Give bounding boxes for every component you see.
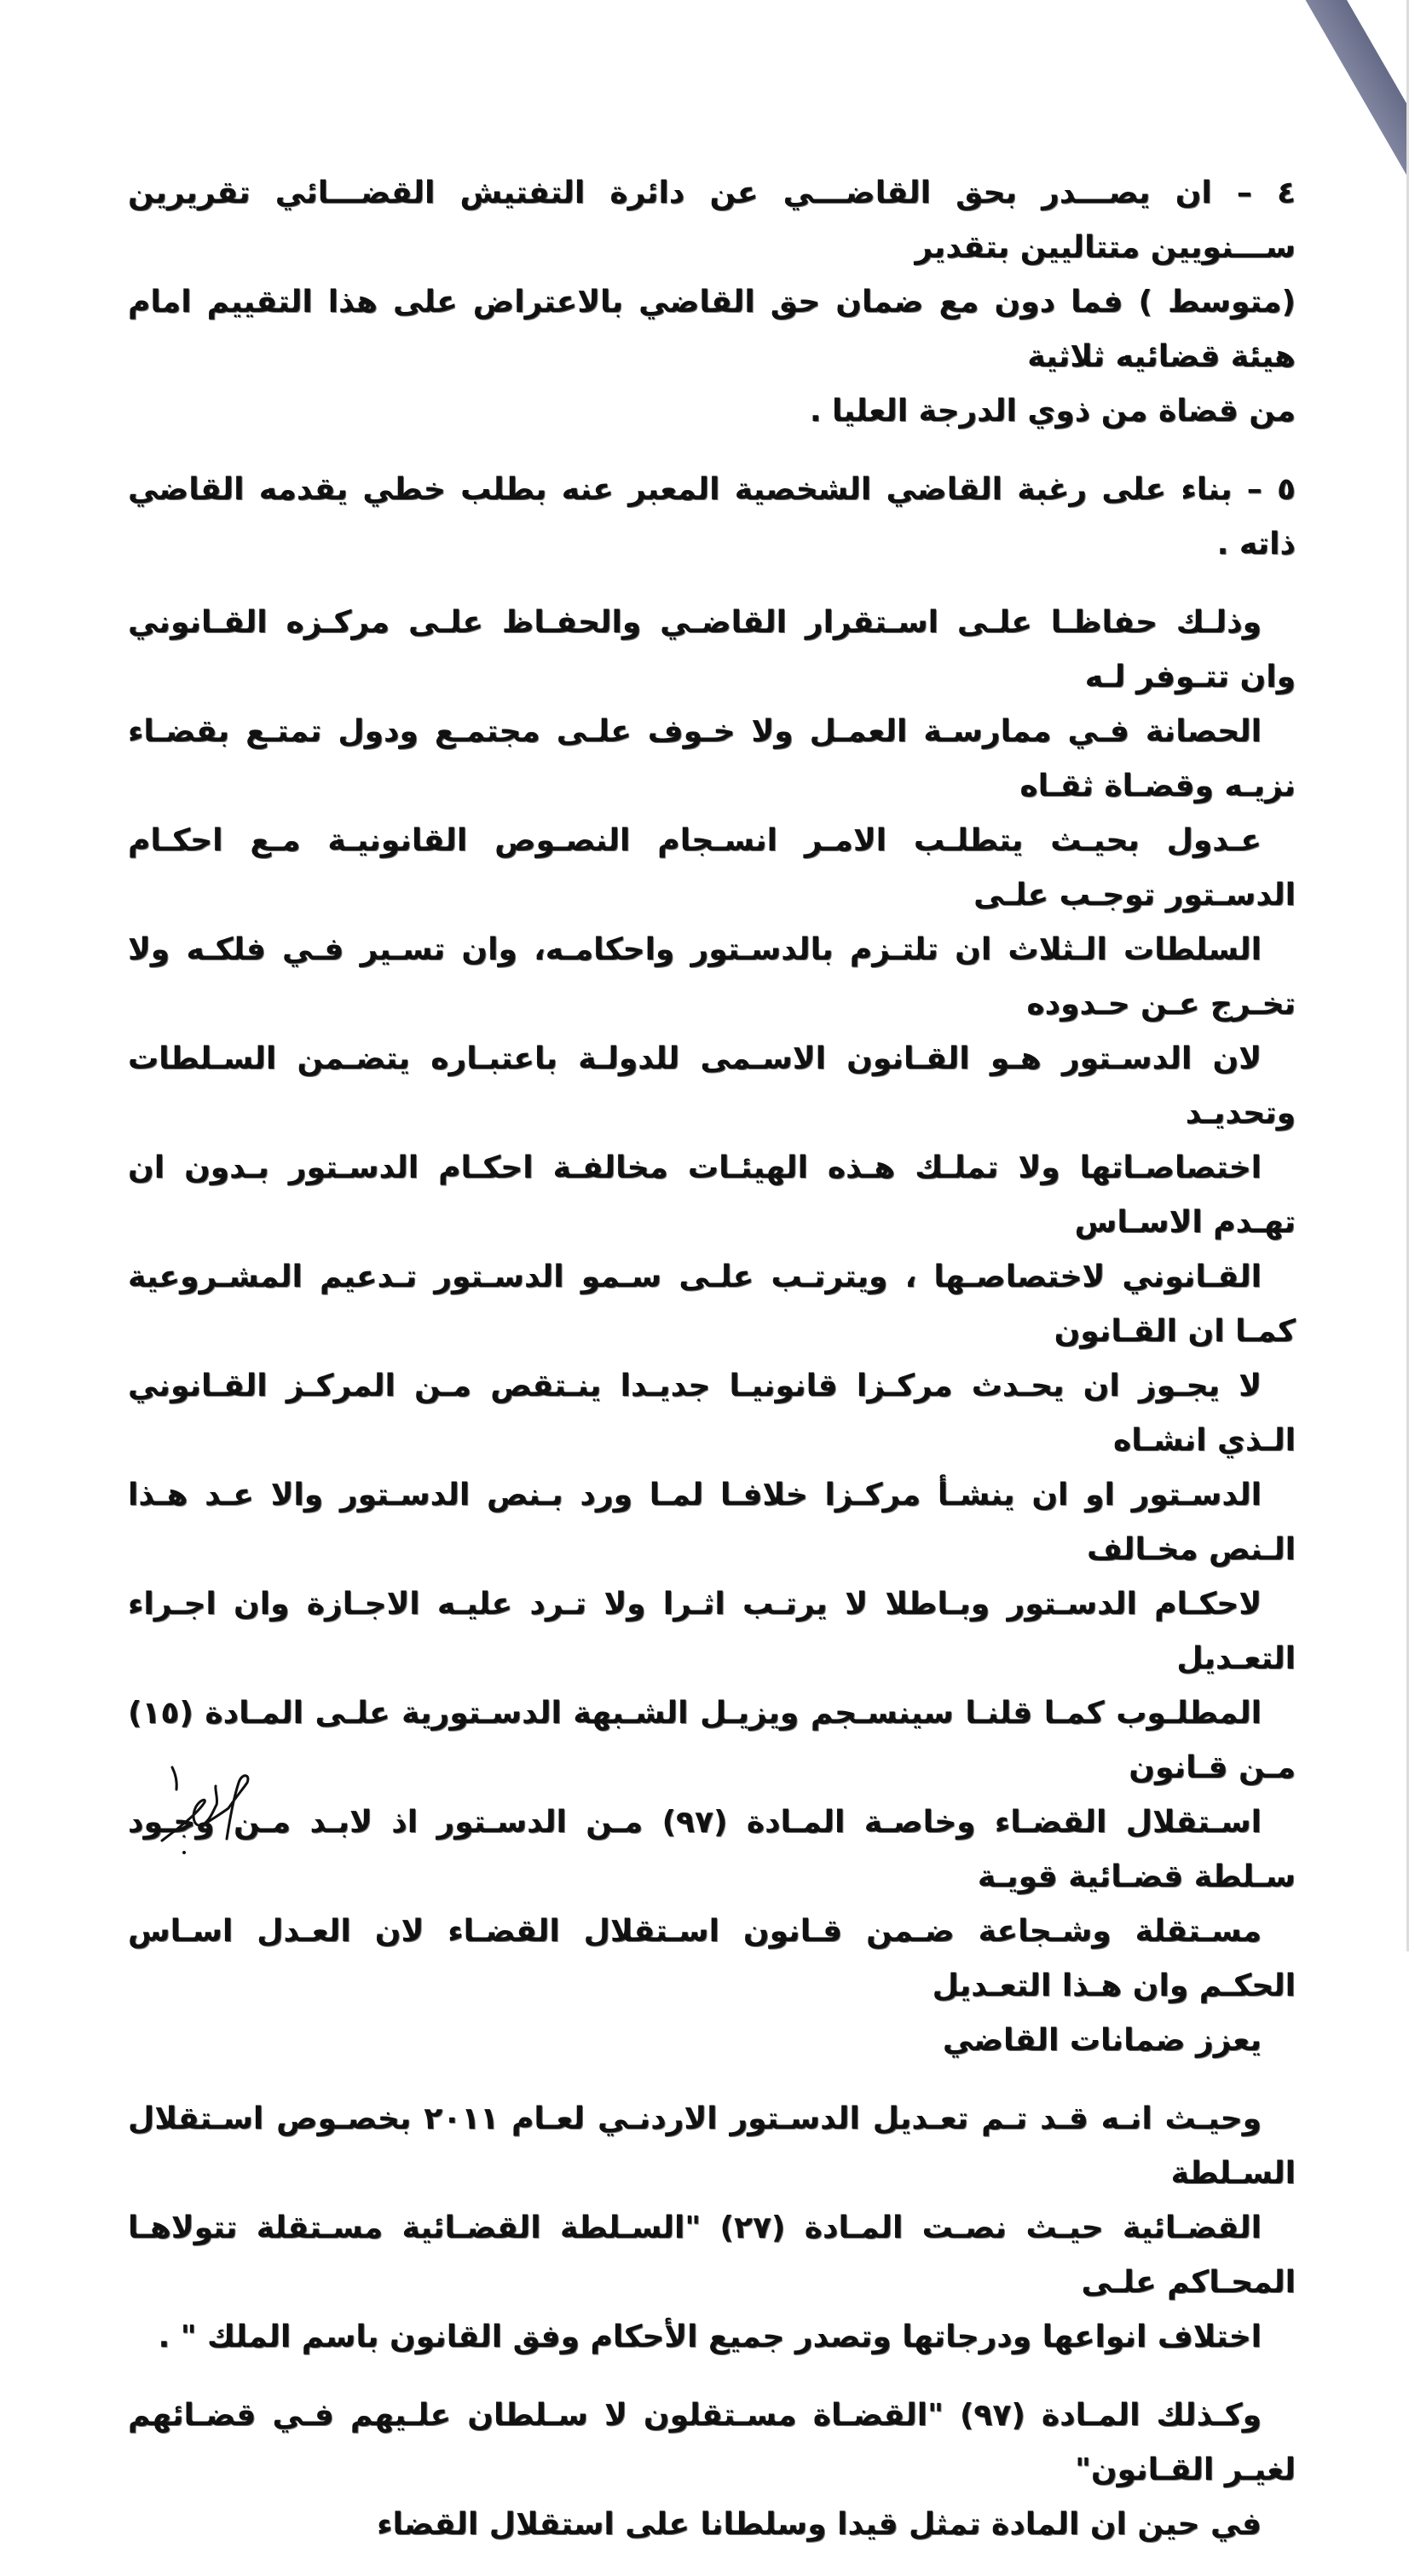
- text-line: مسـتقلة وشـجاعة ضـمن قـانون اسـتقلال القضـاء لان العـدل اسـاس الحكـم وان هـذا التعـديل: [128, 1914, 1296, 2003]
- text-line: اختلاف انواعها ودرجاتها وتصدر جميع الأحكام وفق القانون باسم الملك " .: [158, 2320, 1262, 2354]
- text-line: ٥ – بناء على رغبة القاضي الشخصية المعبر عنه بطلب خطي يقدمه القاضي ذاته .: [128, 472, 1296, 562]
- text-line: في حين ان المادة تمثل قيدا وسلطانا على استقلال القضاء: [377, 2507, 1262, 2542]
- paragraph-constitution: [128, 596, 1296, 2068]
- paragraph-article-97: [128, 2389, 1296, 2552]
- clause-item-5: [128, 463, 1296, 572]
- text-line: يعزز ضمانات القاضي: [942, 2023, 1262, 2058]
- paragraph-amendment-2011: [128, 2092, 1296, 2365]
- text-line: الدسـتور او ان ينشـأ مركـزا خلافـا لمـا ورد بـنص الدسـتور والا عـد هـذا الـنص مخـالف: [128, 1478, 1296, 1567]
- text-line: وحيـث انـه قـد تـم تعـديل الدسـتور الاردنـي لعـام ٢٠١١ بخصـوص اسـتقلال السـلطة: [128, 2101, 1296, 2191]
- text-line: ٤ – ان يصـــدر بحق القاضـــي عن دائرة التفتيش القضـــائي تقريرين ســـنويين متتاليين بتقدير: [128, 176, 1296, 265]
- text-line: اختصاصـاتها ولا تملـك هـذه الهيئـات مخالفـة احكـام الدسـتور بـدون ان تهـدم الاسـاس: [128, 1150, 1296, 1240]
- document-body: [128, 166, 1296, 2576]
- text-line: وكـذلك المـادة (٩٧) "القضـاة مسـتقلون لا سـلطان علـيهم فـي قضـائهم لغيـر القـانون": [128, 2398, 1296, 2487]
- text-line: القـانوني لاختصاصـها ، ويترتـب علـى سـمو الدسـتور تـدعيم المشـروعية كمـا ان القـانون: [128, 1259, 1296, 1349]
- text-line: لان الدسـتور هـو القـانون الاسـمى للدولـة باعتبـاره يتضـمن السـلطات وتحديـد: [128, 1041, 1296, 1131]
- text-line: لا يجـوز ان يحـدث مركـزا قانونيـا جديـدا ينـتقص مـن المركـز القـانوني الـذي انشـاه: [128, 1369, 1296, 1458]
- text-line: القضـائية حيـث نصـت المـادة (٢٧) "السـلطة القضـائية مسـتقلة تتولاهـا المحـاكم علـى: [128, 2210, 1296, 2300]
- text-line: عـدول بحيـث يتطلـب الامـر انسـجام النصـوص القانونيـة مـع احكـام الدسـتور توجـب علـى: [128, 823, 1296, 913]
- text-line: وذلـك حفاظـا علـى اسـتقرار القاضـي والحفـاظ علـى مركـزه القـانوني وان تتـوفر لـه: [128, 605, 1296, 694]
- text-line: (متوسط ) فما دون مع ضمان حق القاضي بالاعتراض على هذا التقييم امام هيئة قضائيه ثلاثية: [128, 285, 1296, 374]
- text-line: من قضاة من ذوي الدرجة العليا .: [809, 394, 1296, 429]
- text-line: الحصانة فـي ممارسـة العمـل ولا خـوف علـى مجتمـع ودول تمتـع بقضـاء نزيـه وقضـاة ثقـاه: [128, 714, 1296, 804]
- scan-edge-mark: [1296, 0, 1409, 227]
- text-line: السلطات الـثلاث ان تلتـزم بالدسـتور واحكامـه، وان تسـير فـي فلكـه ولا تخـرج عـن حـدوده: [128, 932, 1296, 1022]
- clause-item-4: [128, 166, 1296, 439]
- text-line: لاحكـام الدسـتور وبـاطلا لا يرتـب اثـرا ولا تـرد عليـه الاجـازة وان اجـراء التعـديل: [128, 1587, 1296, 1676]
- signature-icon: [153, 1764, 264, 1858]
- text-line: المطلـوب كمـا قلنـا سينسـجم ويزيـل الشـبهة الدسـتورية علـى المـادة (١٥) مـن قـانون: [128, 1696, 1296, 1785]
- text-line: اسـتقلال القضـاء وخاصـة المـادة (٩٧) مـن الدسـتور اذ لابـد مـن وجـود سـلطة قضـائية قويـة: [128, 1805, 1296, 1894]
